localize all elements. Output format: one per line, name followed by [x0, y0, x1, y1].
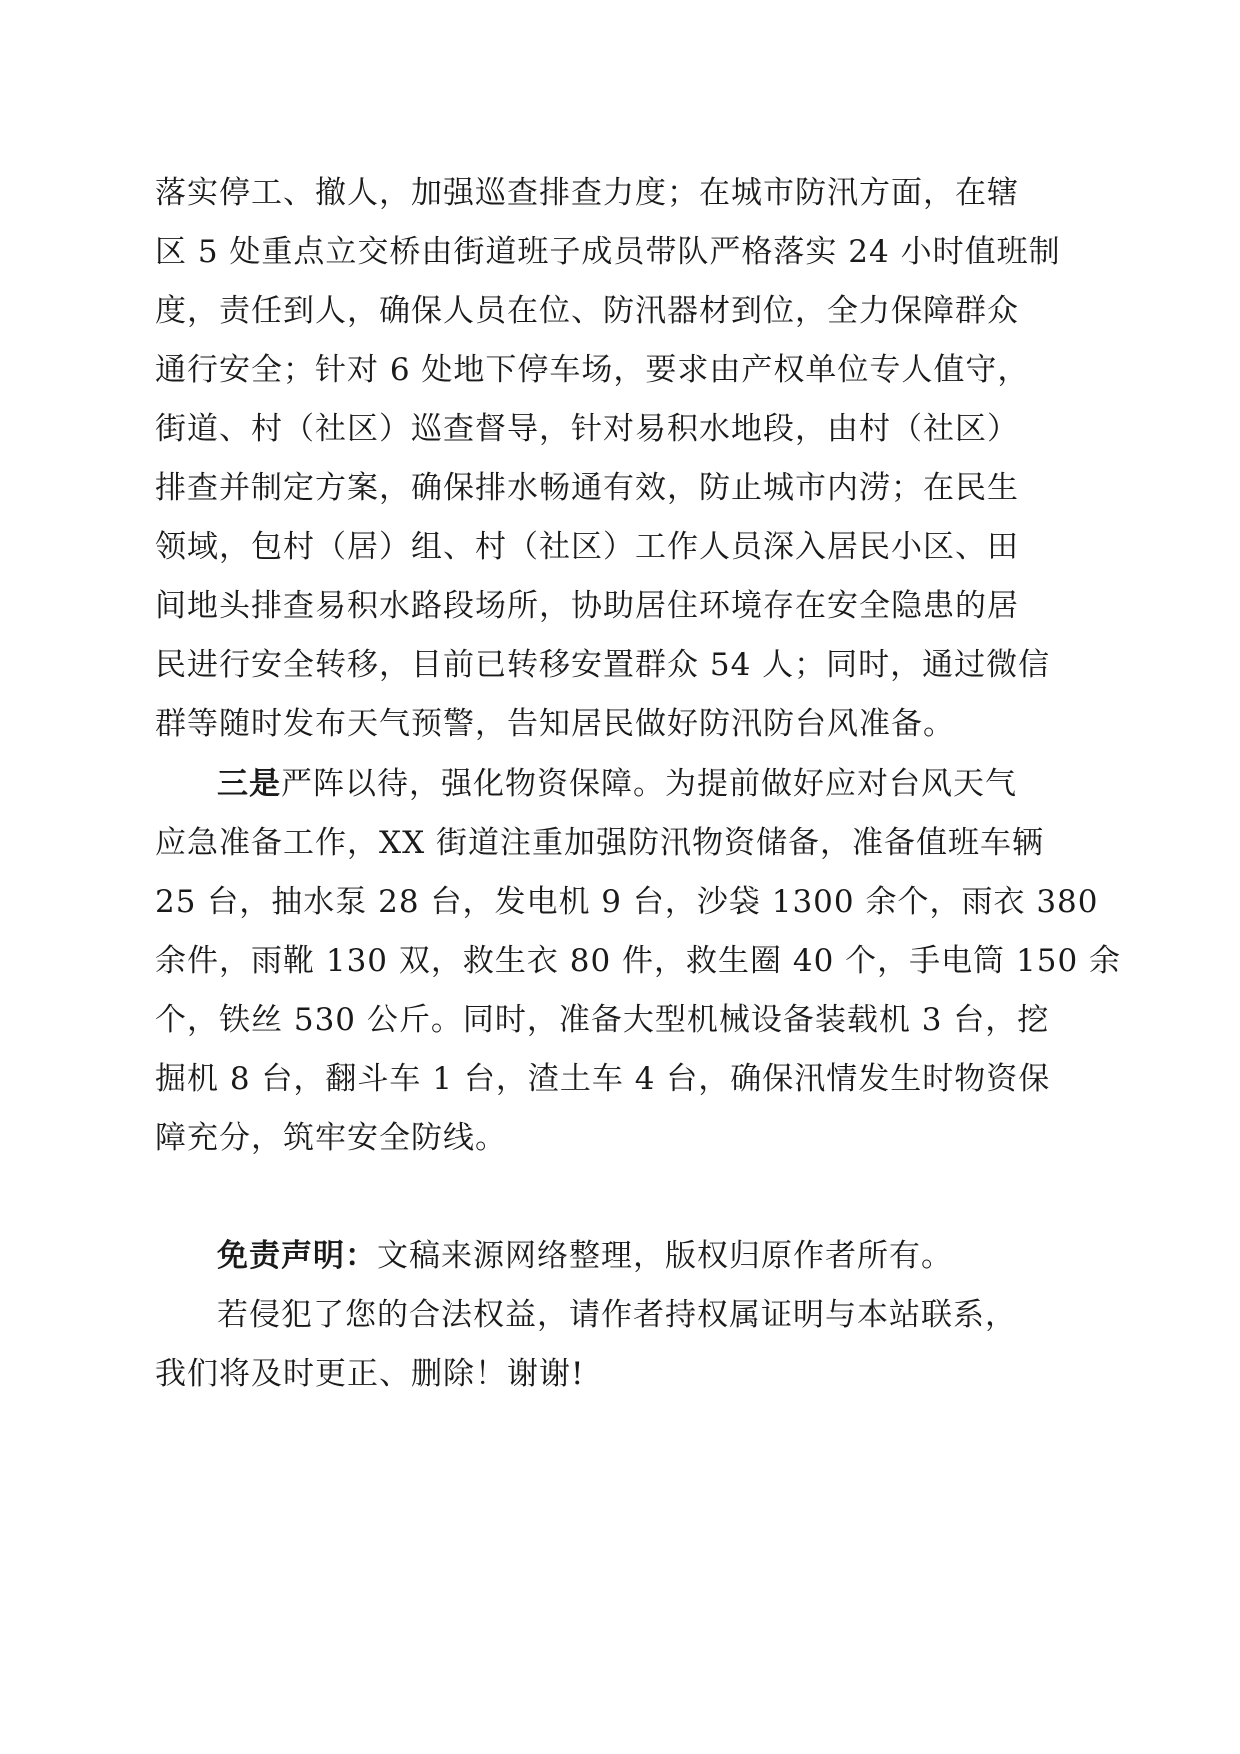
paragraph-line: 街道、村（社区）巡查督导，针对易积水地段，由村（社区） [155, 411, 1019, 447]
paragraph-line: 区 5 处重点立交桥由街道班子成员带队严格落实 24 小时值班制 [155, 234, 1061, 270]
disclaimer-text: 文稿来源网络整理，版权归原作者所有。 [377, 1238, 953, 1274]
paragraph-line: 通行安全；针对 6 处地下停车场，要求由产权单位专人值守， [155, 352, 1030, 388]
paragraph-line: 度，责任到人，确保人员在位、防汛器材到位，全力保障群众 [155, 293, 1019, 329]
paragraph-line: 落实停工、撤人，加强巡查排查力度；在城市防汛方面，在辖 [155, 175, 1019, 211]
paragraph-line: 群等随时发布天气预警，告知居民做好防汛防台风准备。 [155, 706, 955, 742]
paragraph-line: 应急准备工作，XX 街道注重加强防汛物资储备，准备值班车辆 [155, 825, 1044, 861]
paragraph-first-line-text: 严阵以待，强化物资保障。为提前做好应对台风天气 [281, 766, 1017, 802]
paragraph-lead: 三是 [217, 766, 281, 802]
paragraph-line: 领域，包村（居）组、村（社区）工作人员深入居民小区、田 [155, 529, 1019, 565]
paragraph-line: 间地头排查易积水路段场所，协助居住环境存在安全隐患的居 [155, 588, 1019, 624]
disclaimer-label: 免责声明： [217, 1238, 377, 1274]
paragraph-line: 掘机 8 台，翻斗车 1 台，渣土车 4 台，确保汛情发生时物资保 [155, 1061, 1051, 1097]
disclaimer-line-3: 我们将及时更正、删除！谢谢! [155, 1356, 585, 1392]
paragraph-line: 障充分，筑牢安全防线。 [155, 1120, 507, 1156]
disclaimer-first-line [217, 1236, 1085, 1276]
paragraph-line: 排查并制定方案，确保排水畅通有效，防止城市内涝；在民生 [155, 470, 1019, 506]
paragraph-first-line [217, 764, 1085, 804]
paragraph-line: 民进行安全转移，目前已转移安置群众 54 人；同时，通过微信 [155, 647, 1051, 683]
paragraph-line: 个，铁丝 530 公斤。同时，准备大型机械设备装载机 3 台，挖 [155, 1002, 1050, 1038]
paragraph-line: 余件，雨靴 130 双，救生衣 80 件，救生圈 40 个，手电筒 150 余 [155, 943, 1122, 979]
paragraph-line: 25 台，抽水泵 28 台，发电机 9 台，沙袋 1300 余个，雨衣 380 [155, 884, 1099, 920]
disclaimer-line-2: 若侵犯了您的合法权益，请作者持权属证明与本站联系， [217, 1297, 1017, 1333]
